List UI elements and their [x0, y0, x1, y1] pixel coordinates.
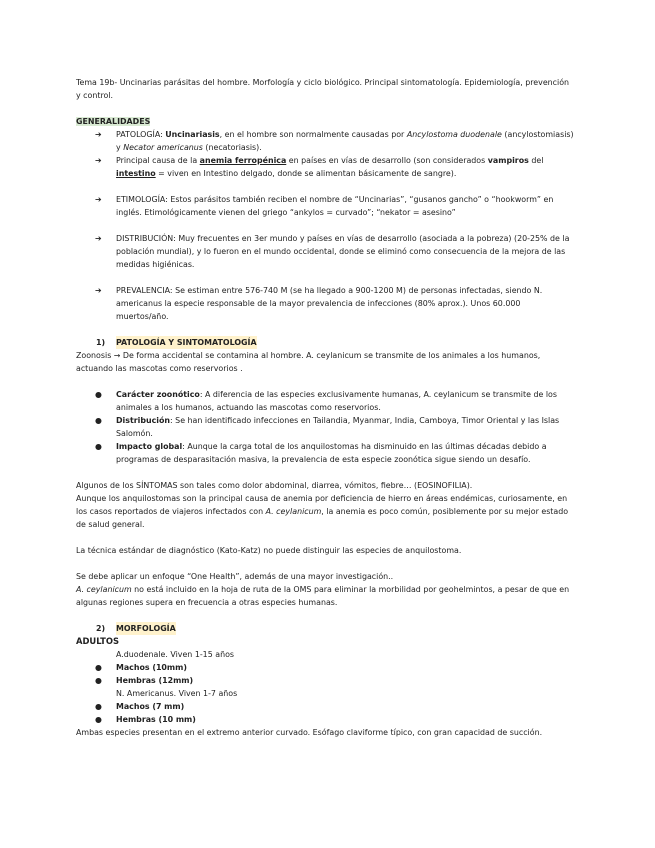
arrow-icon: ➔ — [95, 286, 102, 295]
section-heading: 2) MORFOLOGÍA — [96, 624, 176, 633]
bullet-icon: ● — [95, 416, 102, 425]
bullet-icon: ● — [95, 663, 102, 672]
document-page — [76, 76, 574, 739]
list-item: ● Machos (10mm) — [95, 663, 187, 672]
arrow-icon: ➔ — [95, 130, 102, 139]
oms-paragraph: A. ceylanicum no está incluido en la hoja de ruta de la OMS para eliminar la morbilidad por geohelmintos, a pesar de que en algunas regiones supera en frecuencia a otras especies humanas. — [76, 585, 570, 607]
bullet-icon: ● — [95, 442, 102, 451]
bullet-icon: ● — [95, 715, 102, 724]
list-item: ● Impacto global: Aunque la carga total de los anquilostomas ha disminuido en las últimas décadas debido a programas de desparasitación masiva, la prevalencia de esta especie zoonótica sigue siendo un desafío. — [95, 442, 547, 464]
list-item: ● Hembras (12mm) — [95, 676, 194, 685]
list-item: ➔ PREVALENCIA: Se estiman entre 576-740 M (se ha llegado a 900-1200 M) de personas infectadas, siendo N. americanus la especie responsable de la mayor prevalencia de infecciones (80% aprox.). Unos 60.000 muertos/año. — [95, 286, 543, 321]
section-heading: 1) PATOLOGÍA Y SINTOMATOLOGÍA — [96, 338, 257, 347]
diagnosis-paragraph: La técnica estándar de diagnóstico (Kato-Katz) no puede distinguir las especies de anquilostoma. — [76, 546, 462, 555]
list-item: ● Machos (7 mm) — [95, 702, 185, 711]
americanus-line: N. Americanus. Viven 1-7 años — [116, 689, 238, 698]
anemia-paragraph: Aunque los anquilostomas son la principal causa de anemia por deficiencia de hierro en áreas endémicas, curiosamente, en los casos reportados de viajeros infectados con A. ceylanicum, la anemia es poco común, posiblemente por su mejor estado de salud general. — [76, 494, 569, 529]
generalidades-heading: GENERALIDADES — [76, 117, 151, 126]
symptoms-paragraph: Algunos de los SÍNTOMAS son tales como dolor abdominal, diarrea, vómitos, fiebre… (EOSINOFILIA). — [76, 481, 473, 490]
zoonosis-paragraph: Zoonosis → De forma accidental se contamina al hombre. A. ceylanicum se transmite de los animales a los humanos, actuando las mascotas como reservorios . — [76, 351, 541, 373]
arrow-icon: ➔ — [95, 156, 102, 165]
bullet-icon: ● — [95, 390, 102, 399]
ambas-paragraph: Ambas especies presentan en el extremo anterior curvado. Esófago claviforme típico, con gran capacidad de succión. — [76, 728, 543, 737]
list-item: ➔ DISTRIBUCIÓN: Muy frecuentes en 3er mundo y países en vías de desarrollo (asociada a la pobreza) (20-25% de la población mundial), y lo fueron en el mundo occidental, donde se eliminó como consecuencia de la mejora de las medidas higiénicas. — [95, 234, 570, 269]
list-item: ➔ Principal causa de la anemia ferropénica en países en vías de desarrollo (son considerados vampiros del intestino = viven en Intestino delgado, donde se alimentan básicamente de sangre). — [95, 156, 544, 178]
arrow-icon: ➔ — [95, 234, 102, 243]
duodenale-line: A.duodenale. Viven 1-15 años — [116, 650, 235, 659]
bullet-icon: ● — [95, 702, 102, 711]
bullet-icon: ● — [95, 676, 102, 685]
list-item: ➔ PATOLOGÍA: Uncinariasis, en el hombre son normalmente causadas por Ancylostoma duodenale (ancylostomiasis) y Necator americanus (necatoriasis). — [95, 130, 574, 152]
list-item: ● Hembras (10 mm) — [95, 715, 196, 724]
arrow-icon: ➔ — [95, 195, 102, 204]
list-item: ● Carácter zoonótico: A diferencia de las especies exclusivamente humanas, A. ceylanicum se transmite de los animales a los humanos, actuando las mascotas como reservorios. — [95, 390, 557, 412]
list-item: ● Distribución: Se han identificado infecciones en Tailandia, Myanmar, India, Camboya, Timor Oriental y las Islas Salomón. — [95, 416, 560, 438]
adultos-heading: ADULTOS — [76, 636, 120, 646]
one-health-paragraph: Se debe aplicar un enfoque “One Health”, además de una mayor investigación.. — [76, 572, 394, 581]
list-item: ➔ ETIMOLOGÍA: Estos parásitos también reciben el nombre de “Uncinarias”, “gusanos gancho” o “hookworm” en inglés. Etimológicamente vienen del griego “ankylos = curvado”; “nekator = asesino” — [95, 195, 554, 217]
document-title: Tema 19b- Uncinarias parásitas del hombre. Morfología y ciclo biológico. Principal sintomatología. Epidemiología, prevención y control. — [76, 78, 570, 100]
